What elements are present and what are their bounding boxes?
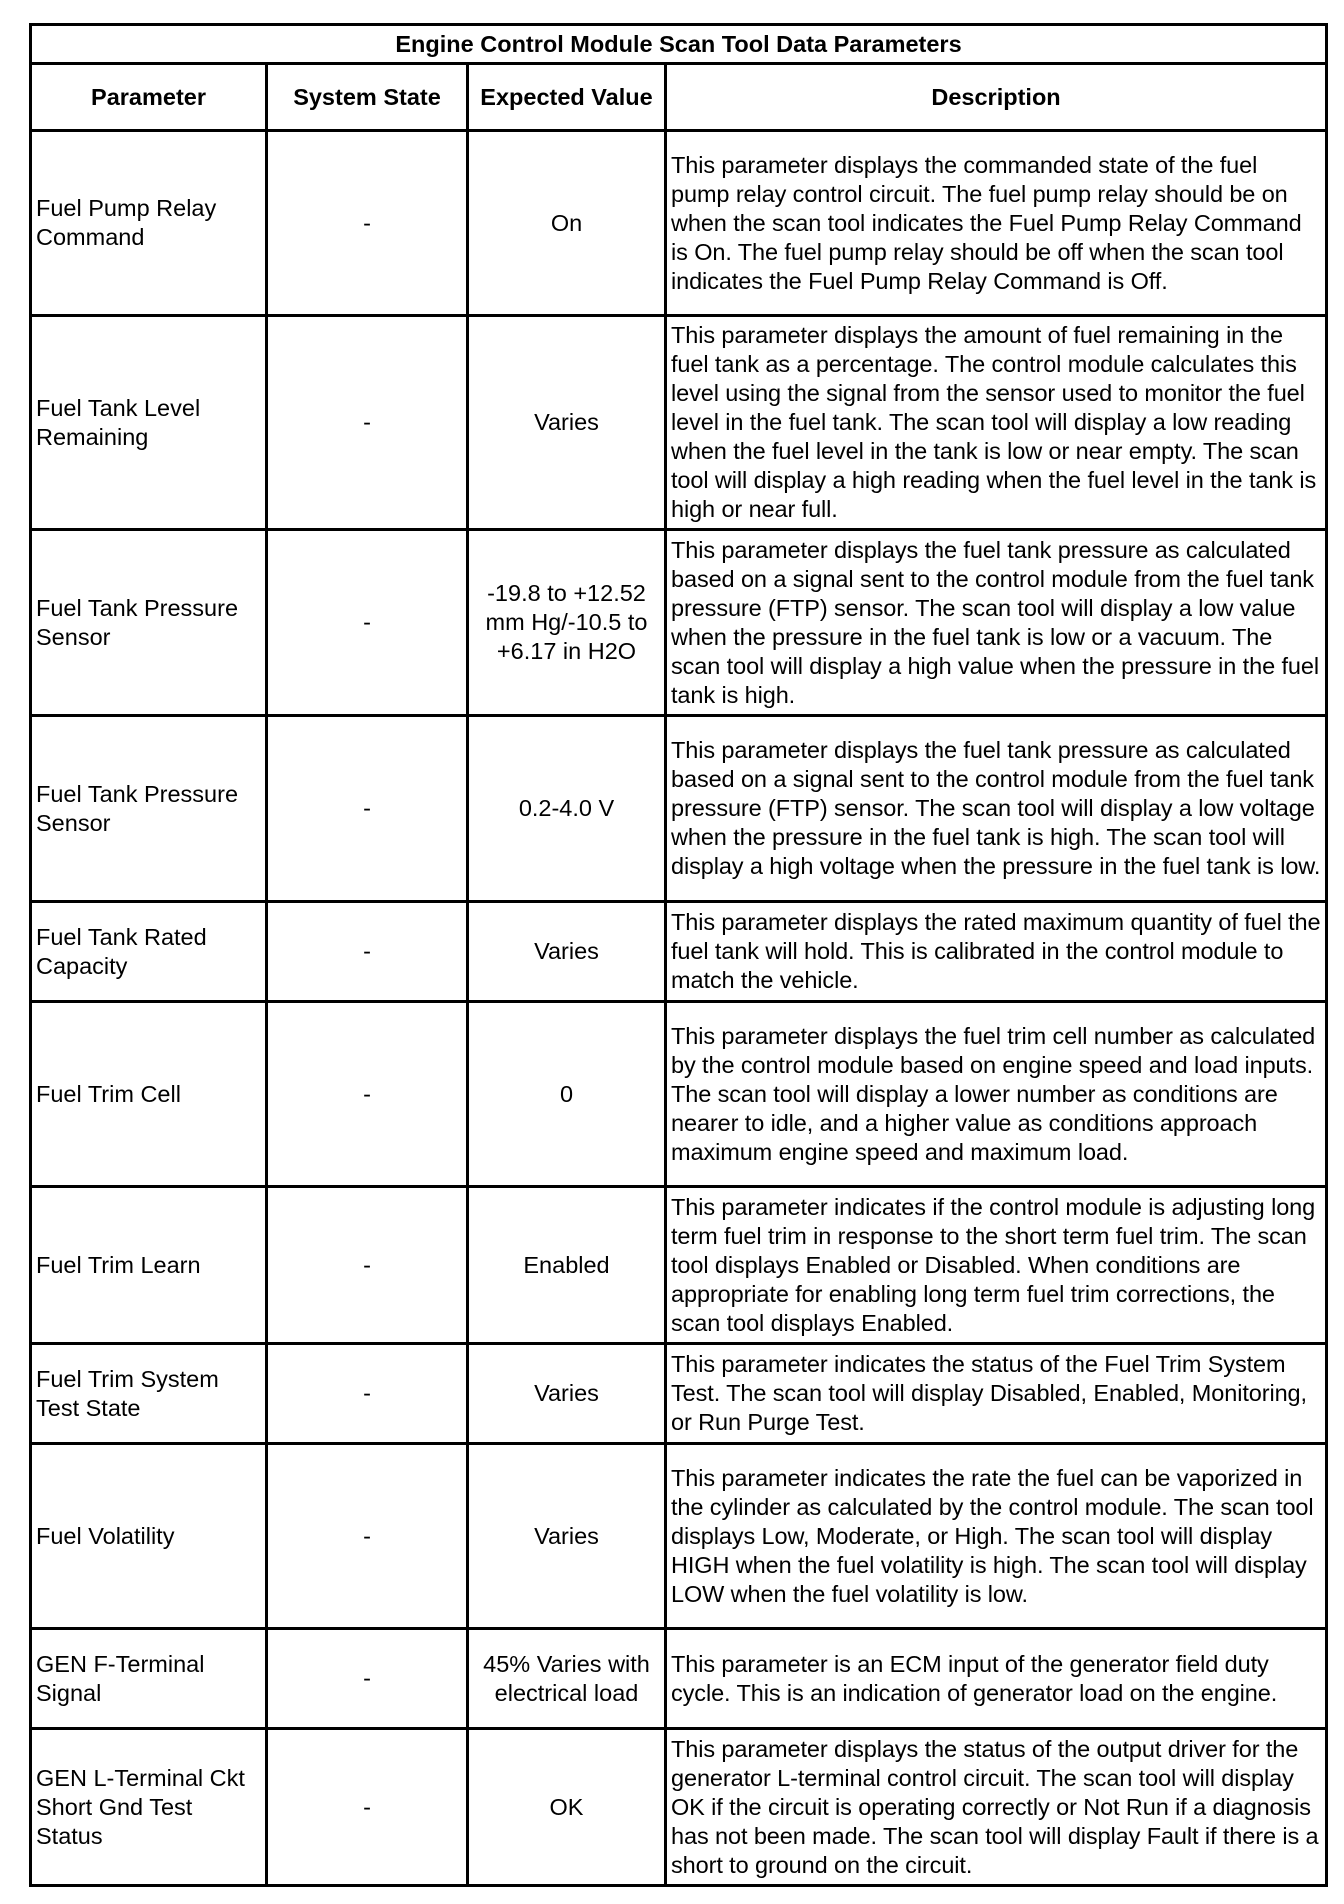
parameter-cell: Fuel Tank Pressure Sensor [31, 530, 267, 716]
expected-value-cell: On [468, 131, 666, 316]
description-cell: This parameter displays the commanded state of the fuel pump relay control circuit. The fuel pump relay should be on when the scan tool indicates the Fuel Pump Relay Command is On. The fuel pump relay should be off when the scan tool indicates the Fuel Pump Relay Command is Off. [666, 131, 1327, 316]
description-cell: This parameter is an ECM input of the generator field duty cycle. This is an indication of generator load on the engine. [666, 1629, 1327, 1729]
expected-value-cell: Enabled [468, 1187, 666, 1344]
document-sheet [29, 23, 1325, 1887]
header-expected-value: Expected Value [468, 64, 666, 131]
expected-value-cell: Varies [468, 1444, 666, 1629]
expected-value-cell: OK [468, 1729, 666, 1886]
table-row [31, 316, 1327, 530]
table-row [31, 131, 1327, 316]
system-state-cell: - [267, 131, 468, 316]
table-row [31, 1187, 1327, 1344]
expected-value-cell: 45% Varies with electrical load [468, 1629, 666, 1729]
description-cell: This parameter indicates if the control module is adjusting long term fuel trim in response to the short term fuel trim. The scan tool displays Enabled or Disabled. When conditions are appropriate for enabling long term fuel trim corrections, the scan tool displays Enabled. [666, 1187, 1327, 1344]
system-state-cell: - [267, 716, 468, 902]
system-state-cell: - [267, 1344, 468, 1444]
description-cell: This parameter displays the amount of fuel remaining in the fuel tank as a percentage. The control module calculates this level using the signal from the sensor used to monitor the fuel level in the fuel tank. The scan tool will display a low reading when the fuel level in the tank is low or near empty. The scan tool will display a high reading when the fuel level in the tank is high or near full. [666, 316, 1327, 530]
system-state-cell: - [267, 1729, 468, 1886]
description-cell: This parameter displays the fuel trim cell number as calculated by the control module based on engine speed and load inputs. The scan tool will display a lower number as conditions are nearer to idle, and a higher value as conditions approach maximum engine speed and maximum load. [666, 1002, 1327, 1187]
header-row [31, 64, 1327, 131]
table-row [31, 530, 1327, 716]
system-state-cell: - [267, 1444, 468, 1629]
parameter-cell: Fuel Pump Relay Command [31, 131, 267, 316]
scan-tool-data-table [29, 23, 1328, 1887]
parameter-cell: Fuel Volatility [31, 1444, 267, 1629]
expected-value-cell: 0 [468, 1002, 666, 1187]
parameter-cell: Fuel Tank Rated Capacity [31, 902, 267, 1002]
expected-value-cell: Varies [468, 316, 666, 530]
parameter-cell: GEN F-Terminal Signal [31, 1629, 267, 1729]
parameter-cell: Fuel Trim Cell [31, 1002, 267, 1187]
description-cell: This parameter indicates the status of the Fuel Trim System Test. The scan tool will display Disabled, Enabled, Monitoring, or Run Purge Test. [666, 1344, 1327, 1444]
table-row [31, 716, 1327, 902]
system-state-cell: - [267, 1629, 468, 1729]
table-row [31, 1444, 1327, 1629]
system-state-cell: - [267, 1187, 468, 1344]
parameter-cell: Fuel Tank Level Remaining [31, 316, 267, 530]
description-cell: This parameter displays the fuel tank pressure as calculated based on a signal sent to the control module from the fuel tank pressure (FTP) sensor. The scan tool will display a low voltage when the pressure in the fuel tank is high. The scan tool will display a high voltage when the pressure in the fuel tank is low. [666, 716, 1327, 902]
header-parameter: Parameter [31, 64, 267, 131]
header-description: Description [666, 64, 1327, 131]
expected-value-cell: Varies [468, 1344, 666, 1444]
expected-value-cell: 0.2-4.0 V [468, 716, 666, 902]
table-row [31, 1729, 1327, 1886]
table-title-row [31, 25, 1327, 64]
parameter-cell: Fuel Trim Learn [31, 1187, 267, 1344]
parameter-cell: GEN L-Terminal Ckt Short Gnd Test Status [31, 1729, 267, 1886]
description-cell: This parameter displays the fuel tank pressure as calculated based on a signal sent to the control module from the fuel tank pressure (FTP) sensor. The scan tool will display a low value when the pressure in the fuel tank is low or a vacuum. The scan tool will display a high value when the pressure in the fuel tank is high. [666, 530, 1327, 716]
table-title: Engine Control Module Scan Tool Data Parameters [31, 25, 1327, 64]
table-row [31, 1344, 1327, 1444]
description-cell: This parameter displays the rated maximum quantity of fuel the fuel tank will hold. This is calibrated in the control module to match the vehicle. [666, 902, 1327, 1002]
header-system-state: System State [267, 64, 468, 131]
system-state-cell: - [267, 1002, 468, 1187]
description-cell: This parameter indicates the rate the fuel can be vaporized in the cylinder as calculated by the control module. The scan tool displays Low, Moderate, or High. The scan tool will display HIGH when the fuel volatility is high. The scan tool will display LOW when the fuel volatility is low. [666, 1444, 1327, 1629]
system-state-cell: - [267, 902, 468, 1002]
expected-value-cell: Varies [468, 902, 666, 1002]
system-state-cell: - [267, 530, 468, 716]
expected-value-cell: -19.8 to +12.52 mm Hg/-10.5 to +6.17 in H2O [468, 530, 666, 716]
parameter-cell: Fuel Tank Pressure Sensor [31, 716, 267, 902]
table-row [31, 1002, 1327, 1187]
description-cell: This parameter displays the status of the output driver for the generator L-terminal control circuit. The scan tool will display OK if the circuit is operating correctly or Not Run if a diagnosis has not been made. The scan tool will display Fault if there is a short to ground on the circuit. [666, 1729, 1327, 1886]
system-state-cell: - [267, 316, 468, 530]
table-row [31, 902, 1327, 1002]
table-row [31, 1629, 1327, 1729]
parameter-cell: Fuel Trim System Test State [31, 1344, 267, 1444]
